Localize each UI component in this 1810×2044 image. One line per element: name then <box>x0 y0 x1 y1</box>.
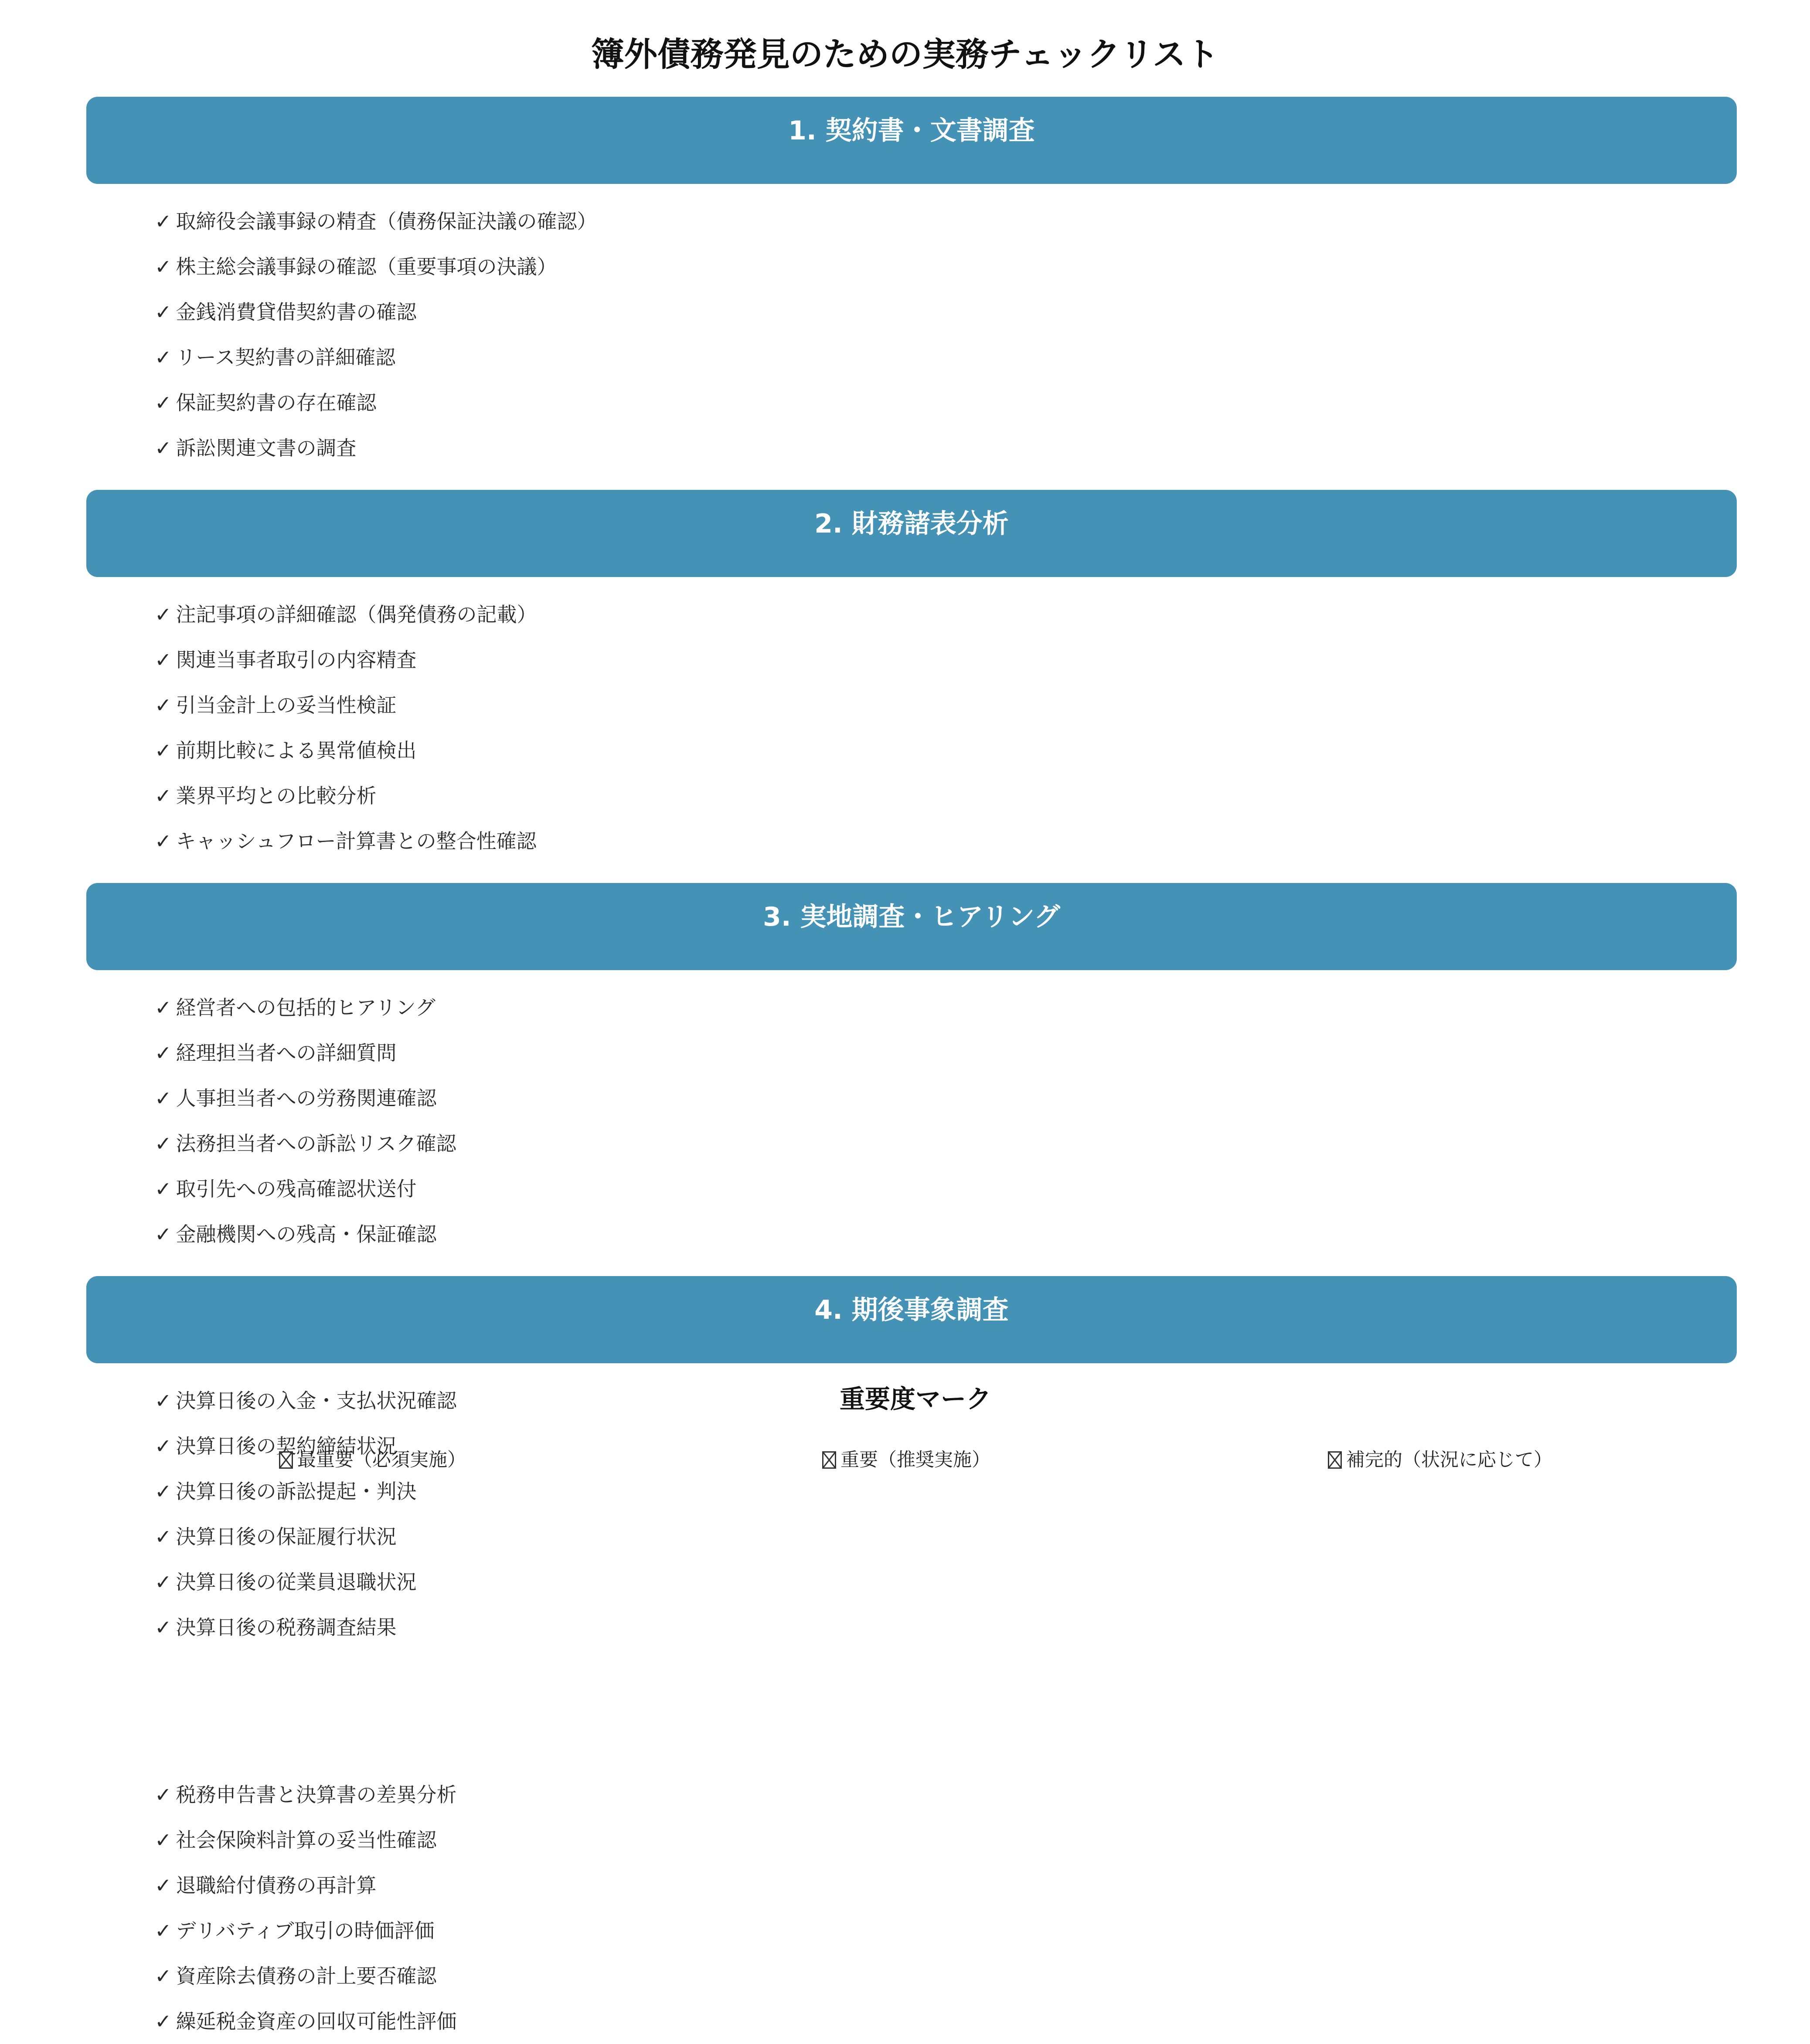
check-icon: ✓ <box>155 1525 172 1548</box>
check-item-label: 法務担当者への訴訟リスク確認 <box>176 1132 456 1155</box>
check-item <box>155 1378 457 1423</box>
check-icon: ✓ <box>155 784 172 808</box>
section-header-field-survey: 3. 実地調査・ヒアリング <box>86 883 1737 970</box>
check-item <box>155 1908 457 1953</box>
check-item <box>155 1999 457 2044</box>
check-item <box>155 728 537 773</box>
check-item <box>155 1030 456 1076</box>
legend-item-critical <box>279 1447 466 1473</box>
legend-item-label: 重要（推奨実施） <box>840 1449 990 1471</box>
legend-item-label: 補完的（状況に応じて） <box>1346 1449 1552 1471</box>
check-item-label: 株主総会議事録の確認（重要事項の決議） <box>176 255 557 278</box>
legend-item-supplementary <box>1328 1447 1552 1473</box>
check-icon: ✓ <box>155 255 172 278</box>
check-item-label: 社会保険料計算の妥当性確認 <box>176 1828 437 1852</box>
check-item <box>155 1817 457 1863</box>
check-icon: ✓ <box>155 996 172 1019</box>
check-icon: ✓ <box>155 739 172 762</box>
check-icon: ✓ <box>155 1964 172 1988</box>
legend-box-icon <box>822 1451 836 1469</box>
check-icon: ✓ <box>155 1480 172 1503</box>
check-item <box>155 244 597 289</box>
check-item <box>155 289 597 335</box>
check-item-label: 税務申告書と決算書の差異分析 <box>176 1783 457 1806</box>
check-icon: ✓ <box>155 1041 172 1065</box>
check-item <box>155 1559 457 1605</box>
check-item-label: 決算日後の契約締結状況 <box>176 1434 397 1458</box>
check-icon: ✓ <box>155 436 172 460</box>
check-item <box>155 335 597 380</box>
check-item-label: 決算日後の入金・支払状況確認 <box>176 1389 457 1412</box>
check-item-label: 関連当事者取引の内容精査 <box>176 648 417 672</box>
legend-box-icon <box>279 1451 293 1469</box>
check-item-label: 繰延税金資産の回収可能性評価 <box>176 2010 457 2033</box>
check-icon: ✓ <box>155 693 172 717</box>
check-icon: ✓ <box>155 603 172 626</box>
check-item <box>155 1076 456 1121</box>
check-icon: ✓ <box>155 648 172 672</box>
check-item <box>155 1212 456 1257</box>
check-item <box>155 637 537 682</box>
check-item <box>155 425 597 471</box>
check-item-label: 決算日後の保証履行状況 <box>176 1525 397 1548</box>
checklist-subsequent-events <box>155 1378 457 1650</box>
section-header-subsequent-events: 4. 期後事象調査 <box>86 1276 1737 1363</box>
check-item-label: 人事担当者への労務関連確認 <box>176 1087 437 1110</box>
check-icon: ✓ <box>155 1087 172 1110</box>
check-item-label: 業界平均との比較分析 <box>176 784 377 808</box>
check-item <box>155 682 537 728</box>
check-item-label: 決算日後の訴訟提起・判決 <box>176 1480 417 1503</box>
check-icon: ✓ <box>155 1434 172 1458</box>
check-icon: ✓ <box>155 1783 172 1806</box>
page-title: 簿外債務発見のための実務チェックリスト <box>591 35 1219 74</box>
check-item-label: 金融機関への残高・保証確認 <box>176 1222 437 1246</box>
check-icon: ✓ <box>155 346 172 369</box>
legend-item-label: 最重要（必須実施） <box>297 1449 466 1471</box>
check-item-label: 注記事項の詳細確認（偶発債務の記載） <box>176 603 537 626</box>
check-item-label: 経理担当者への詳細質問 <box>176 1041 397 1065</box>
check-icon: ✓ <box>155 210 172 233</box>
check-item <box>155 1863 457 1908</box>
check-icon: ✓ <box>155 1389 172 1412</box>
checklist-field-survey <box>155 985 456 1257</box>
legend-item-important <box>822 1447 990 1473</box>
check-item-label: 引当金計上の妥当性検証 <box>176 693 397 717</box>
check-item <box>155 199 597 244</box>
checklist-financial-analysis <box>155 592 537 864</box>
check-icon: ✓ <box>155 829 172 853</box>
section-header-contracts: 1. 契約書・文書調査 <box>86 97 1737 184</box>
check-icon: ✓ <box>155 1570 172 1594</box>
check-item <box>155 1514 457 1559</box>
check-item <box>155 1166 456 1212</box>
check-item <box>155 1469 457 1514</box>
check-icon: ✓ <box>155 1132 172 1155</box>
check-item <box>155 1121 456 1166</box>
check-item <box>155 1605 457 1650</box>
check-item <box>155 773 537 818</box>
check-icon: ✓ <box>155 2010 172 2033</box>
check-icon: ✓ <box>155 1919 172 1942</box>
check-item-label: 経営者への包括的ヒアリング <box>176 996 435 1019</box>
checklist-additional <box>155 1772 457 2044</box>
check-item-label: キャッシュフロー計算書との整合性確認 <box>176 829 537 853</box>
check-item-label: 訴訟関連文書の調査 <box>176 436 357 460</box>
check-item-label: 退職給付債務の再計算 <box>176 1874 377 1897</box>
check-item <box>155 1953 457 1999</box>
check-item <box>155 985 456 1030</box>
check-item <box>155 818 537 864</box>
check-item-label: 資産除去債務の計上要否確認 <box>176 1964 437 1988</box>
check-item-label: 前期比較による異常値検出 <box>176 739 417 762</box>
check-icon: ✓ <box>155 391 172 414</box>
check-item-label: 取引先への残高確認状送付 <box>176 1177 417 1201</box>
checklist-contracts <box>155 199 597 471</box>
check-item-label: 取締役会議事録の精査（債務保証決議の確認） <box>176 210 597 233</box>
check-icon: ✓ <box>155 300 172 324</box>
check-icon: ✓ <box>155 1874 172 1897</box>
section-header-financial-analysis: 2. 財務諸表分析 <box>86 490 1737 577</box>
check-item-label: リース契約書の詳細確認 <box>176 346 396 369</box>
check-item-label: 決算日後の税務調査結果 <box>176 1616 397 1639</box>
check-item <box>155 592 537 637</box>
check-icon: ✓ <box>155 1177 172 1201</box>
check-item-label: デリバティブ取引の時価評価 <box>176 1919 435 1942</box>
check-item-label: 決算日後の従業員退職状況 <box>176 1570 417 1594</box>
check-item-label: 保証契約書の存在確認 <box>176 391 377 414</box>
check-icon: ✓ <box>155 1222 172 1246</box>
check-icon: ✓ <box>155 1828 172 1852</box>
check-item-label: 金銭消費貸借契約書の確認 <box>176 300 417 324</box>
check-item <box>155 1772 457 1817</box>
check-item <box>155 380 597 425</box>
legend-title: 重要度マーク <box>839 1384 991 1414</box>
legend-box-icon <box>1328 1451 1342 1469</box>
check-icon: ✓ <box>155 1616 172 1639</box>
